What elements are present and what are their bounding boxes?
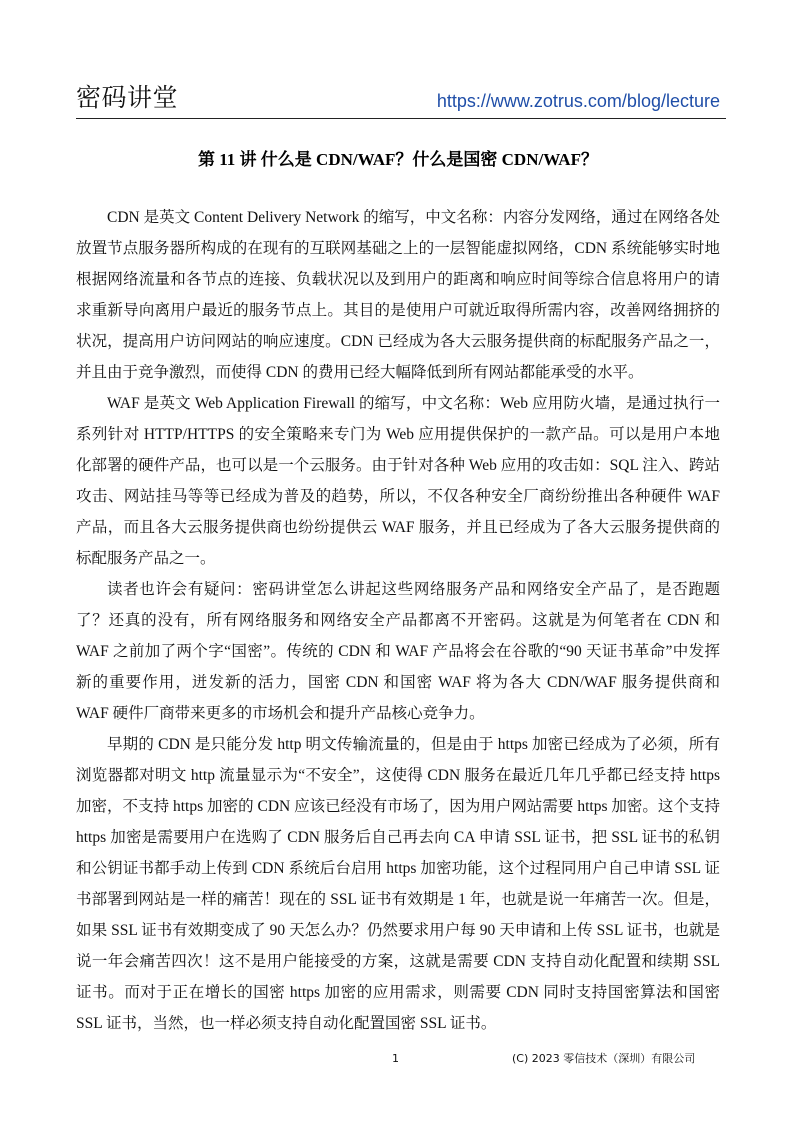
paragraph-cdn: CDN 是英文 Content Delivery Network 的缩写，中文名称：内容分发网络，通过在网络各处放置节点服务器所构成的在现有的互联网基础之上的一层智能虚拟网络，CDN 系统能够实时地根据网络流量和各节点的连接、负载状况以及到用户的距离和响应时间等综合信息将用户的请求重新导向离用户最近的服务节点上。其目的是使用户可就近取得所需内容，改善网络拥挤的状况，提高用户访问网站的响应速度。CDN 已经成为各大云服务提供商的标配服务产品之一，并且由于竞争激烈，而使得 CDN 的费用已经大幅降低到所有网站都能承受的水平。 <box>76 209 720 381</box>
page-number: 1 <box>392 1052 399 1065</box>
paragraph-https-cdn: 早期的 CDN 是只能分发 http 明文传输流量的，但是由于 https 加密已经成为了必须，所有浏览器都对明文 http 流量显示为“不安全”，这使得 CDN 服务在最近几年几乎都已经支持 https 加密，不支持 https 加密的 CDN 应该已经没有市场了，因为用户网站需要 https 加密。这个支持 https 加密是需要用户在选购了 CDN 服务后自己再去向 CA 申请 SSL 证书，把 SSL 证书的私钥和公钥证书都手动上传到 CDN 系统后台启用 https 加密功能，这个过程同用户自己申请 SSL 证书部署到网站是一样的痛苦！现在的 SSL 证书有效期是 1 年，也就是说一年痛苦一次。但是，如果 SSL 证书有效期变成了 90 天怎么办？仍然要求用户每 90 天申请和上传 SSL 证书，也就是说一年会痛苦四次！这不是用户能接受的方案，这就是需要 CDN 支持自动化配置和续期 SSL 证书。而对于正在增长的国密 https 加密的应用需求，则需要 CDN 同时支持国密算法和国密 SSL 证书，当然，也一样必须支持自动化配置国密 SSL 证书。 <box>76 736 720 1032</box>
page-header <box>76 82 720 118</box>
header-divider <box>76 118 726 119</box>
brand-title: 密码讲堂 <box>76 83 179 112</box>
lecture-title: 第 11 讲 什么是 CDN/WAF？什么是国密 CDN/WAF？ <box>198 150 598 169</box>
header-url-link[interactable]: https://www.zotrus.com/blog/lecture <box>436 91 720 111</box>
paragraph-guomi-intro: 读者也许会有疑问：密码讲堂怎么讲起这些网络服务产品和网络安全产品了，是否跑题了？还真的没有，所有网络服务和网络安全产品都离不开密码。这就是为何笔者在 CDN 和 WAF 之前加了两个字“国密”。传统的 CDN 和 WAF 产品将会在谷歌的“90 天证书革命”中发挥新的重要作用，迸发新的活力，国密 CDN 和国密 WAF 将为各大 CDN/WAF 服务提供商和 WAF 硬件厂商带来更多的市场机会和提升产品核心竞争力。 <box>76 581 720 722</box>
page-footer <box>76 1050 720 1068</box>
article-body <box>76 202 720 1039</box>
copyright-text: (C) 2023 零信技术（深圳）有限公司 <box>512 1052 696 1065</box>
paragraph-waf: WAF 是英文 Web Application Firewall 的缩写，中文名称：Web 应用防火墙，是通过执行一系列针对 HTTP/HTTPS 的安全策略来专门为 Web 应用提供保护的一款产品。可以是用户本地化部署的硬件产品，也可以是一个云服务。由于针对各种 Web 应用的攻击如：SQL 注入、跨站攻击、网站挂马等等已经成为普及的趋势，所以，不仅各种安全厂商纷纷推出各种硬件 WAF 产品，而且各大云服务提供商也纷纷提供云 WAF 服务，并且已经成为了各大云服务提供商的标配服务产品之一。 <box>76 395 720 567</box>
